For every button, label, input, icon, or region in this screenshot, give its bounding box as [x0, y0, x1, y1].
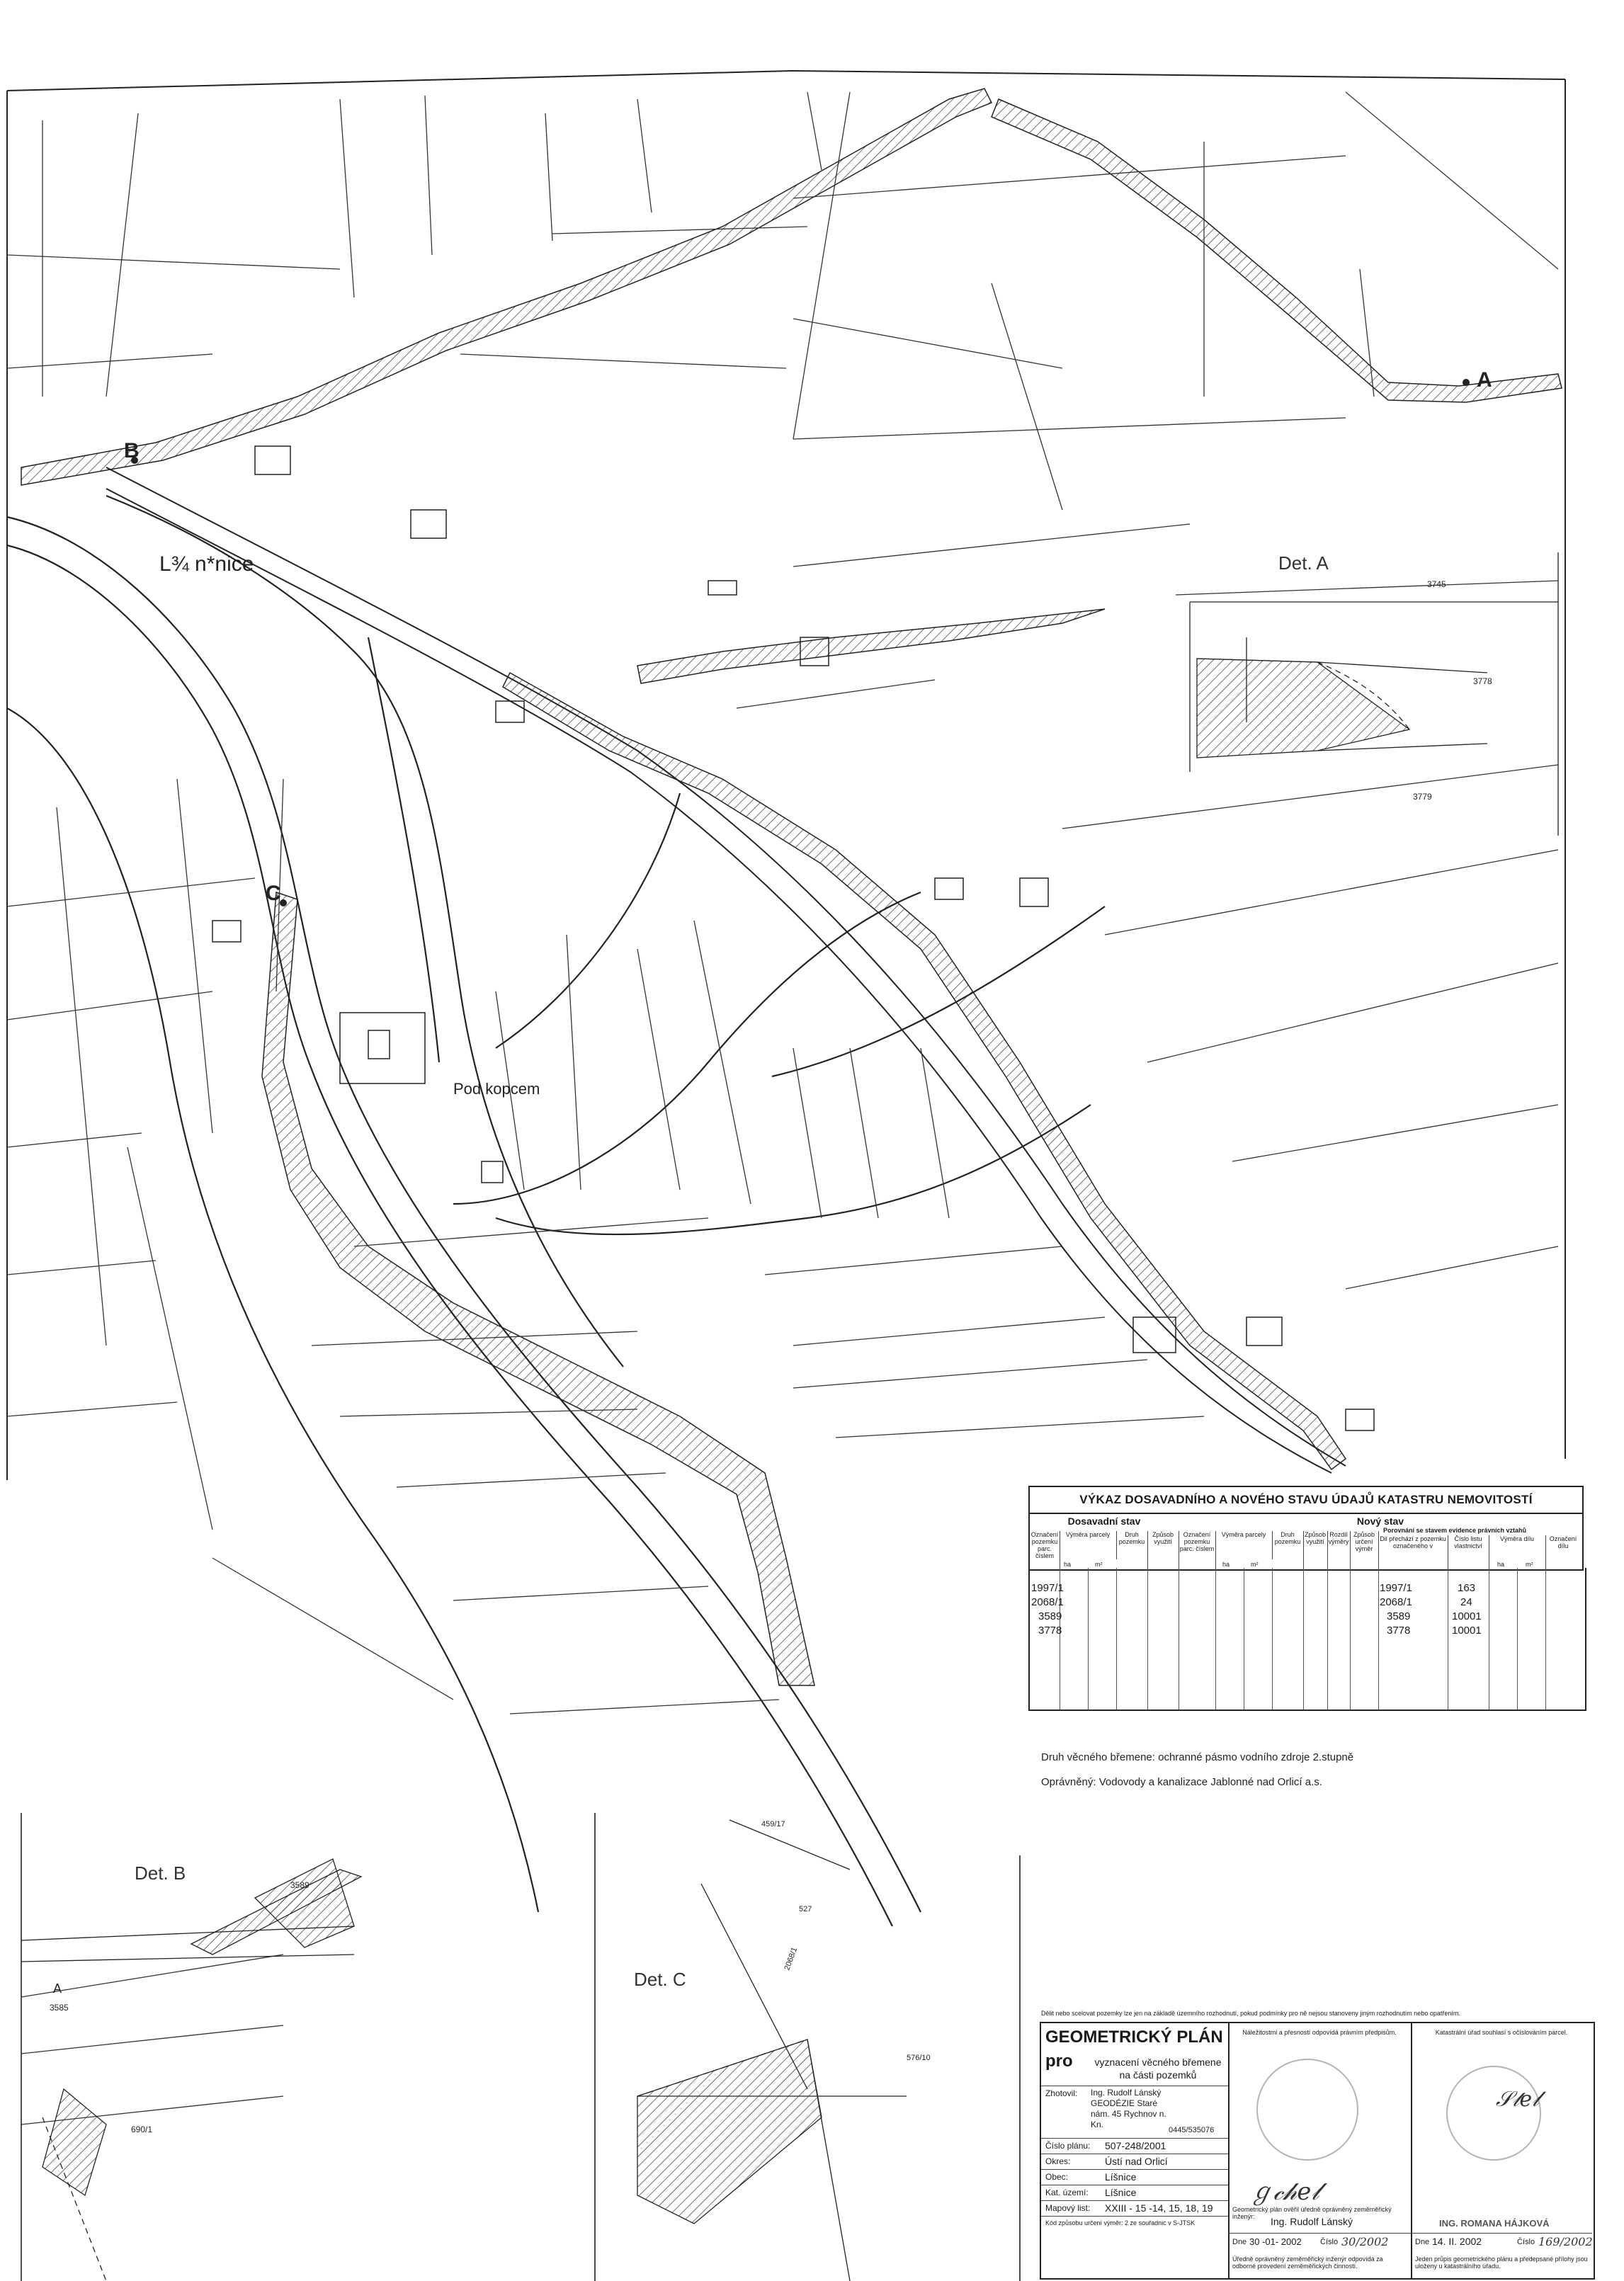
vykaz-col-header: Označení pozemku parc. číslem	[1030, 1531, 1060, 1571]
vykaz-row-lv: 24	[1460, 1596, 1472, 1608]
vykaz-row-parcel: 2068/1	[1031, 1596, 1064, 1608]
vykaz-col-header: Označení dílu	[1549, 1535, 1577, 1549]
tb-col3-cislo: 169/2002	[1538, 2235, 1593, 2248]
vykaz-row-lv: 10001	[1452, 1625, 1482, 1637]
vykaz-col-header: Způsob využití	[1147, 1531, 1179, 1571]
vykaz-col-header: Způsob využití	[1303, 1531, 1328, 1571]
vykaz-col-header: Způsob určení výměr	[1350, 1531, 1379, 1571]
title-block	[1040, 2022, 1595, 2280]
tb-col3-cislo-label: Číslo	[1517, 2238, 1535, 2246]
plan-title: GEOMETRICKÝ PLÁN	[1045, 2027, 1223, 2047]
tb-foot1: Úředně oprávněný zeměměřický inženýr odpovídá za odborné provedení zeměměřických činností.	[1232, 2256, 1383, 2270]
detail-b-drawing	[21, 1859, 361, 2281]
vykaz-unit-ha: ha	[1222, 1561, 1230, 1568]
signature-icon: 𝒮𝓉𝑒𝓁	[1496, 2087, 1540, 2112]
tb-ku-label: Kat. území:	[1045, 2188, 1089, 2197]
note-druh: Druh věcného břemene: ochranné pásmo vodního zdroje 2.stupně	[1041, 1751, 1354, 1763]
tb-obec-label: Obec:	[1045, 2172, 1069, 2182]
vykaz-col-header: Číslo listu vlastnictví	[1448, 1535, 1489, 1571]
locality-label-main: L¾ n*nice	[159, 552, 254, 576]
detail-c-label: Det. C	[634, 1969, 686, 1990]
protection-zone	[21, 89, 1562, 1685]
vykaz-row-lv: 163	[1458, 1582, 1476, 1594]
tb-foot2: Jeden průpis geometrického plánu a předepsané přílohy jsou uloženy u katastrálního úřadu.	[1415, 2256, 1588, 2270]
tb-col3-name: ING. ROMANA HÁJKOVÁ	[1439, 2218, 1550, 2229]
vykaz-row-new-parcel: 3589	[1387, 1610, 1411, 1622]
vykaz-col-header: Druh pozemku	[1272, 1531, 1304, 1571]
tb-cislo-row	[1041, 2138, 1228, 2154]
tb-obec-value: Líšnice	[1105, 2171, 1137, 2183]
detail-a-label: Det. A	[1278, 552, 1329, 574]
vykaz-row-parcel: 3589	[1038, 1610, 1062, 1622]
note-opravneny: Oprávněný: Vodovody a kanalizace Jablonné nad Orlicí a.s.	[1041, 1776, 1322, 1788]
vykaz-col-header: Výměra parcely	[1215, 1531, 1273, 1559]
vykaz-unit-m2: m²	[1251, 1561, 1259, 1568]
vykaz-col-header: Výměra parcely	[1060, 1531, 1117, 1559]
detail-a-parcel: 3745	[1427, 579, 1446, 589]
title-block-note: Dělit nebo scelovat pozemky lze jen na základě územního rozhodnutí, pokud podmínky pro ně nejsou stanoveny jiným rozhodnutím nebo opatřením.	[1041, 2010, 1460, 2017]
tb-cislo-value: 507-248/2001	[1105, 2140, 1166, 2151]
stamp-icon	[1446, 2066, 1541, 2161]
title-block-col-verify	[1228, 2023, 1412, 2278]
tb-zhotovil-row	[1041, 2086, 1228, 2139]
tb-ico: 0445/535076	[1169, 2126, 1215, 2134]
detail-b-point: A	[53, 1981, 62, 1996]
detail-c-parcel: 576/10	[907, 2054, 931, 2062]
tb-col2-role: Geometrický plán ověřil úředně oprávněný zeměměřický inženýr:	[1232, 2206, 1392, 2220]
tb-ku-row	[1041, 2185, 1228, 2201]
tb-ku-value: Líšnice	[1105, 2187, 1137, 2198]
vykaz-porovnani: Porovnání se stavem evidence právních vztahů	[1382, 1527, 1527, 1534]
tb-okres-value: Ústí nad Orlicí	[1105, 2156, 1168, 2167]
vykaz-title: VÝKAZ DOSAVADNÍHO A NOVÉHO STAVU ÚDAJŮ KATASTRU NEMOVITOSTÍ	[1079, 1493, 1533, 1506]
main-diagonal-road	[106, 467, 1346, 1473]
tb-col3-date-row	[1411, 2233, 1592, 2252]
detail-c-parcel: 2068/1	[783, 1946, 800, 1972]
tb-col2-head: Náležitostmi a přesností odpovídá právním předpisům.	[1242, 2029, 1397, 2036]
map-frame	[7, 71, 1565, 1480]
vykaz-row-parcel: 3778	[1038, 1625, 1062, 1637]
vykaz-unit-m2: m²	[1526, 1561, 1533, 1568]
detail-a-parcel: 3779	[1413, 792, 1432, 802]
vykaz-table-body	[1028, 1568, 1586, 1711]
signature-icon: ℊ𝒸𝒽𝑒𝓁	[1249, 2178, 1319, 2206]
tb-mapovy-row	[1041, 2200, 1228, 2217]
tb-col2-date-row	[1228, 2233, 1411, 2252]
tb-col2-cislo-label: Číslo	[1320, 2238, 1339, 2246]
stamp-icon	[1256, 2059, 1358, 2161]
tb-zhotovil-value: Ing. Rudolf Lánský GEODÉZIE Staré nám. 45 Rychnov n. Kn.	[1091, 2088, 1166, 2129]
vykaz-col-header: Označení pozemku parc. číslem	[1179, 1531, 1216, 1571]
detail-b-parcel: 3589	[290, 1880, 310, 1890]
tb-cislo-label: Číslo plánu:	[1045, 2141, 1091, 2151]
vykaz-section-novy: Nový stav	[1356, 1515, 1404, 1527]
vykaz-col-header: Dil přechází z pozemku označeného v	[1378, 1535, 1448, 1571]
plan-pro: pro	[1045, 2052, 1073, 2071]
point-label-a: A	[1477, 368, 1492, 392]
detail-b-parcel: 3585	[50, 2003, 69, 2013]
vykaz-col-header: Rozdíl výměry	[1327, 1531, 1351, 1571]
vykaz-row-new-parcel: 2068/1	[1380, 1596, 1412, 1608]
vykaz-col-header: Výměra dílu	[1489, 1535, 1546, 1571]
tb-col3-dne-label: Dne	[1415, 2238, 1430, 2246]
tb-col3-date: 14. II. 2002	[1432, 2236, 1482, 2247]
vykaz-table-header	[1028, 1486, 1584, 1571]
tb-urceni: Kód způsobu určení výměr: 2 ze souřadnic v S-JTSK	[1041, 2216, 1228, 2278]
point-label-b: B	[124, 439, 140, 462]
detail-b-label: Det. B	[135, 1862, 186, 1884]
detail-a-drawing	[1197, 637, 1487, 758]
title-block-col-main	[1041, 2023, 1230, 2278]
tb-okres-label: Okres:	[1045, 2156, 1071, 2166]
detail-c-drawing	[637, 1820, 907, 2281]
vykaz-unit-m2: m²	[1095, 1561, 1103, 1568]
tb-mapovy-label: Mapový list:	[1045, 2203, 1091, 2213]
tb-zhotovil-label: Zhotovil:	[1045, 2088, 1078, 2098]
vykaz-unit-ha: ha	[1497, 1561, 1505, 1568]
locality-label-pod-kopcem: Pod kopcem	[453, 1080, 540, 1098]
plan-purpose: vyznacení věcného břemene na části pozemků	[1094, 2057, 1222, 2081]
vykaz-col-header: Druh pozemku	[1116, 1531, 1148, 1571]
title-block-col-office	[1411, 2023, 1592, 2278]
tb-obec-row	[1041, 2169, 1228, 2185]
tb-col2-date: 30 -01- 2002	[1249, 2236, 1302, 2247]
tb-col2-cislo: 30/2002	[1341, 2235, 1389, 2248]
vykaz-unit-ha: ha	[1064, 1561, 1072, 1568]
detail-c-parcel: 459/17	[761, 1820, 785, 1828]
vykaz-section-dosavadni: Dosavadní stav	[1067, 1515, 1141, 1527]
tb-mapovy-value: XXIII - 15 -14, 15, 18, 19	[1105, 2202, 1213, 2214]
detail-a-parcel: 3778	[1473, 676, 1492, 686]
vykaz-row-lv: 10001	[1452, 1610, 1482, 1622]
tb-okres-row	[1041, 2154, 1228, 2170]
point-label-c: C	[266, 882, 281, 905]
tb-col2-dne-label: Dne	[1232, 2238, 1247, 2246]
detail-b-parcel: 690/1	[131, 2124, 153, 2134]
tb-col3-head: Katastrální úřad souhlasí s očíslováním parcel.	[1435, 2029, 1568, 2036]
vykaz-row-parcel: 1997/1	[1031, 1582, 1064, 1594]
detail-c-parcel: 527	[799, 1905, 812, 1913]
vykaz-row-new-parcel: 1997/1	[1380, 1582, 1412, 1594]
tb-col2-sign: Ing. Rudolf Lánský	[1271, 2216, 1353, 2227]
vykaz-row-new-parcel: 3778	[1387, 1625, 1411, 1637]
